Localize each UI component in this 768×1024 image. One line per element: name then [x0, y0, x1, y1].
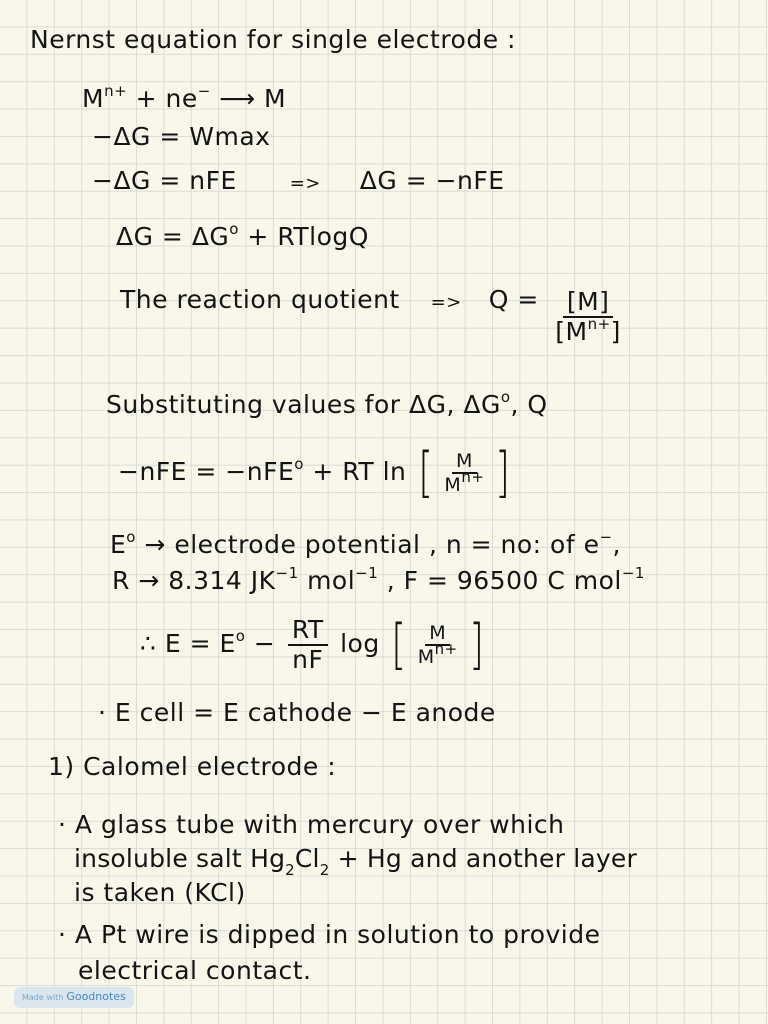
def2-text: R → 8.314 JK [112, 566, 276, 595]
quotient-den-sup: n+ [587, 314, 611, 333]
quotient-label: The reaction quotient [120, 285, 400, 314]
def1-sup: o [126, 527, 136, 546]
eq5-den-sup: n+ [461, 467, 485, 486]
eq1-arrow: ⟶ [210, 84, 265, 113]
p2-line-1: · A Pt wire is dipped in solution to provide [58, 920, 601, 949]
p2-line-2: electrical contact. [78, 956, 312, 985]
eq6-therefore: ∴ E = E [140, 629, 236, 658]
left-bracket: [ [391, 613, 407, 676]
def2-mol: mol [298, 566, 356, 595]
eq6-den-sup: n+ [434, 639, 458, 658]
section-text: 1) Calomel electrode : [48, 752, 337, 781]
paragraph-2-line-1 [58, 920, 601, 950]
eq1-mid-sup: − [197, 81, 211, 100]
def1-text: → electrode potential , n = no: of e [135, 530, 600, 559]
def2-f: , F = 96500 C mol [378, 566, 622, 595]
eq4-rest: + RTlogQ [238, 222, 369, 251]
eq6-bracket-fraction [388, 613, 487, 676]
eq3-right: ΔG = −nFE [359, 166, 505, 195]
nernst-ln-equation [118, 441, 514, 504]
eq1-lhs: M [82, 84, 105, 113]
definition-line-2 [112, 563, 645, 596]
right-bracket: ] [495, 441, 511, 504]
quotient-fraction [551, 288, 625, 346]
quotient-denominator [551, 314, 625, 346]
eq2-text: −ΔG = Wmax [92, 122, 271, 151]
eq5-denominator [440, 467, 488, 496]
quotient-q: Q = [488, 285, 539, 314]
p1-line-1: · A glass tube with mercury over which [58, 810, 565, 839]
p1-line-2b: Cl [294, 844, 320, 873]
gibbs-work-equation [92, 122, 270, 152]
reaction-quotient-line [120, 272, 629, 346]
left-bracket: [ [418, 441, 434, 504]
heading-text: Nernst equation for single electrode : [30, 25, 516, 54]
def2-k-sup: −1 [275, 563, 299, 582]
badge-brand: Goodnotes [66, 990, 126, 1003]
nf-denominator: nF [292, 645, 324, 674]
eq5-sup: o [294, 454, 304, 473]
eq6-den-text: M [417, 646, 435, 668]
eq6-sup: o [235, 626, 246, 645]
eq6-log: log [340, 629, 380, 658]
def2-mol-sup: −1 [355, 563, 379, 582]
gibbs-quotient-equation [116, 219, 369, 252]
ecell-equation [98, 698, 496, 728]
nernst-final-equation [140, 613, 487, 676]
gibbs-nfe-equation [92, 166, 505, 199]
substituting-line [106, 387, 548, 420]
def1-e-sup: − [599, 527, 613, 546]
def1-e: E [110, 530, 127, 559]
definition-line-1 [110, 527, 621, 560]
p1-line-2c: + Hg and another layer [329, 844, 637, 873]
eq5-numerator: M [452, 450, 477, 474]
eq6-minus: − [245, 629, 284, 658]
eq3-left: −ΔG = nFE [92, 166, 237, 195]
p1-sub-2: 2 [319, 861, 330, 879]
reaction-equation [82, 81, 287, 114]
paragraph-2-line-2 [78, 956, 311, 986]
def1-end: , [612, 530, 621, 559]
eq6-numerator: M [425, 622, 450, 646]
subst-text: Substituting values for ΔG, ΔG [106, 390, 501, 419]
rt-numerator: RT [288, 616, 328, 646]
eq5-den-text: M [444, 474, 462, 496]
eq1-lhs-sup: n+ [104, 81, 128, 100]
quotient-numerator: [M] [563, 288, 614, 318]
rt-nf-fraction [288, 616, 328, 674]
heading [30, 25, 516, 55]
eq6-fraction [414, 622, 462, 668]
subst-sup: o [500, 387, 511, 406]
paragraph-1-line-3 [74, 878, 246, 908]
eq3-implies: => [289, 173, 321, 194]
badge-made-with: Made with [22, 993, 64, 1002]
eq5-bracket-fraction [415, 441, 514, 504]
section-heading [48, 752, 336, 782]
eq5-mid: + RT ln [303, 457, 407, 486]
eq4-sup: o [229, 219, 239, 238]
paragraph-1-line-1 [58, 810, 565, 840]
p1-line-2a: insoluble salt Hg [74, 844, 286, 873]
subst-rest: , Q [510, 390, 548, 419]
ecell-text: · E cell = E cathode − E anode [98, 698, 496, 727]
right-bracket: ] [468, 613, 485, 676]
p1-line-3: is taken (KCl) [74, 878, 246, 907]
quotient-den-text: [M [555, 317, 588, 346]
def2-f-sup: −1 [621, 563, 645, 582]
eq6-denominator [414, 639, 462, 668]
paragraph-1-line-2 [74, 844, 637, 879]
quotient-den-close: ] [610, 317, 621, 346]
eq1-mid: + ne [127, 84, 198, 113]
eq5-fraction [440, 450, 488, 496]
quotient-implies: => [430, 292, 462, 313]
eq5-left: −nFE = −nFE [118, 457, 295, 486]
eq4-text: ΔG = ΔG [116, 222, 230, 251]
p1-sub-1: 2 [285, 861, 295, 879]
goodnotes-badge [14, 987, 134, 1008]
eq1-rhs: M [264, 84, 287, 113]
